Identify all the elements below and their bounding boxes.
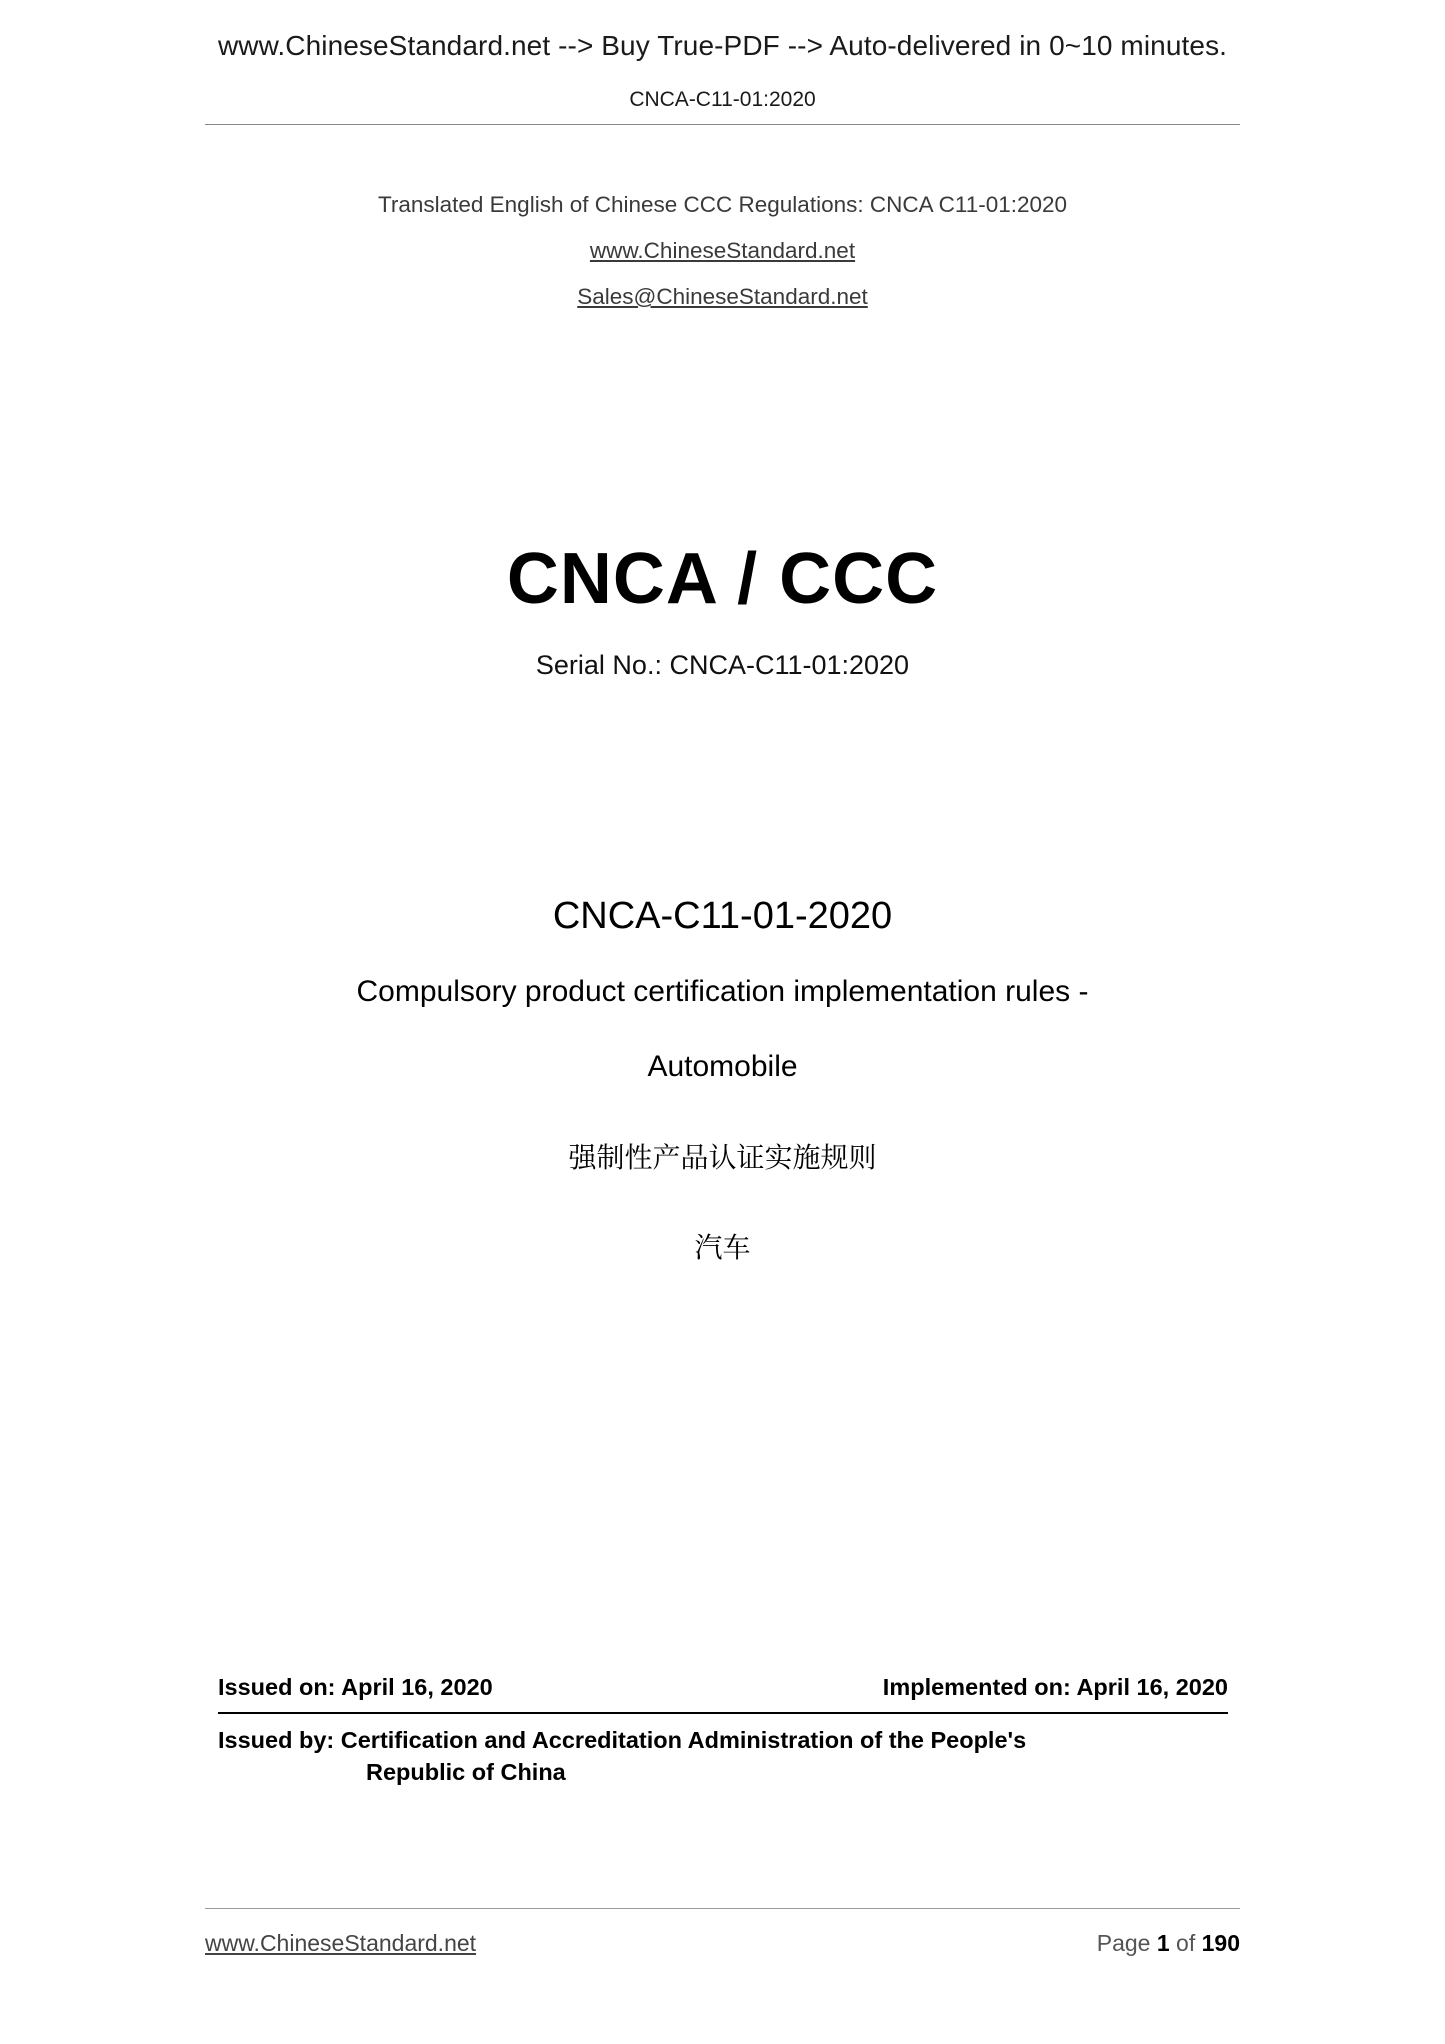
footer-divider bbox=[205, 1908, 1240, 1909]
intro-block bbox=[0, 192, 1445, 310]
document-title-chinese-line1: 强制性产品认证实施规则 bbox=[568, 1142, 877, 1173]
page-footer bbox=[205, 1930, 1240, 1957]
issued-by-line2: Republic of China bbox=[366, 1759, 566, 1786]
issued-by-block bbox=[218, 1724, 1233, 1789]
brand-title: CNCA / CCC bbox=[506, 539, 939, 619]
issued-on-text: Issued on: April 16, 2020 bbox=[218, 1674, 493, 1700]
document-title-chinese-line2: 汽车 bbox=[694, 1232, 751, 1263]
footer-website-link[interactable]: www.ChineseStandard.net bbox=[205, 1930, 477, 1956]
promo-banner: www.ChineseStandard.net --> Buy True-PDF --> Auto-delivered in 0~10 minutes. bbox=[217, 30, 1228, 61]
header-divider bbox=[205, 124, 1240, 125]
website-link[interactable]: www.ChineseStandard.net bbox=[589, 238, 856, 263]
header-serial-number: CNCA-C11-01:2020 bbox=[629, 88, 816, 111]
document-title-english-line1: Compulsory product certification implementation rules - bbox=[356, 975, 1089, 1008]
issue-divider bbox=[218, 1712, 1228, 1714]
page-label: Page bbox=[1096, 1930, 1151, 1956]
page-total: 190 bbox=[1201, 1930, 1240, 1956]
issue-dates-row bbox=[218, 1674, 1228, 1701]
issued-by-line1: Issued by: Certification and Accreditation Administration of the People's bbox=[218, 1727, 1027, 1753]
document-number: CNCA-C11-01-2020 bbox=[552, 895, 893, 937]
page-indicator bbox=[1097, 1930, 1240, 1957]
implemented-on-text: Implemented on: April 16, 2020 bbox=[882, 1674, 1228, 1700]
translated-title-line: Translated English of Chinese CCC Regulations: CNCA C11-01:2020 bbox=[377, 192, 1068, 217]
page-number: 1 bbox=[1156, 1930, 1170, 1956]
sales-email-link[interactable]: Sales@ChineseStandard.net bbox=[577, 284, 868, 309]
serial-number-label: Serial No.: CNCA-C11-01:2020 bbox=[535, 650, 910, 680]
page-of-label: of bbox=[1176, 1930, 1196, 1956]
document-title-english-line2: Automobile bbox=[647, 1050, 798, 1083]
